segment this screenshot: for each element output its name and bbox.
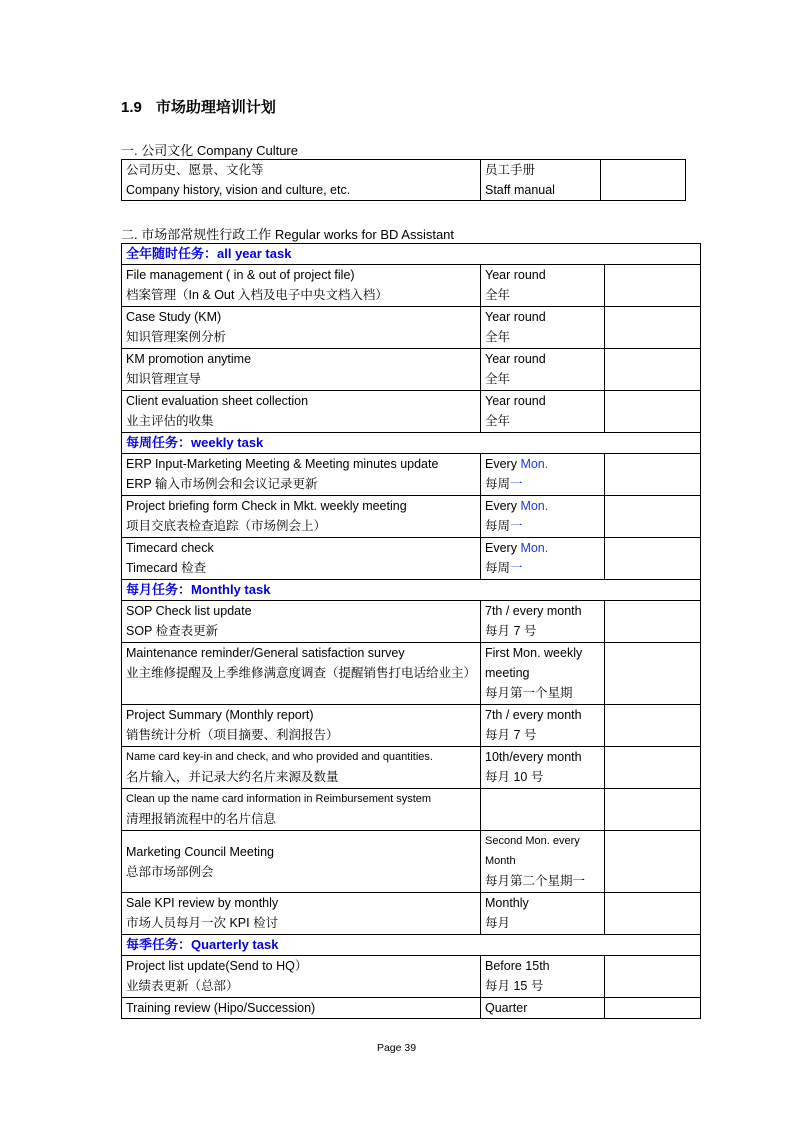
freq-weekly-cn: 每周 xyxy=(485,477,511,491)
freq-en: First Mon. weekly meeting xyxy=(485,646,583,680)
empty-cell xyxy=(605,789,701,831)
freq-mon: Mon. xyxy=(520,457,549,471)
empty-cell xyxy=(605,998,701,1019)
task-en: SOP Check list update xyxy=(126,604,252,618)
task-cn: 清理报销流程中的名片信息 xyxy=(126,812,277,826)
freq-cn: 每月 10 号 xyxy=(485,770,544,784)
freq-en: Before 15th xyxy=(485,959,550,973)
empty-cell xyxy=(605,496,701,538)
table-row xyxy=(122,454,701,496)
group-header-label: 每周任务：weekly task xyxy=(122,433,701,454)
freq-cn xyxy=(485,474,600,494)
freq-en: Year round xyxy=(485,268,546,282)
freq-day-cn: 一 xyxy=(510,519,523,533)
resource-cn: 员工手册 xyxy=(485,163,536,177)
freq-en: 7th / every month xyxy=(485,604,582,618)
task-en: Project Summary (Monthly report) xyxy=(126,708,314,722)
freq-cn: 全年 xyxy=(485,330,511,344)
task-cn: 业绩表更新（总部） xyxy=(126,979,239,993)
table-row xyxy=(122,643,701,705)
task-en: Name card key-in and check, and who provided and quantities. xyxy=(126,751,433,763)
task-cn: 名片输入，并记录大约名片来源及数量 xyxy=(126,770,339,784)
section-2-label: 二. 市场部常规性行政工作 Regular works for BD Assistant xyxy=(121,227,455,242)
freq-en: Year round xyxy=(485,394,546,408)
table-row xyxy=(122,496,701,538)
freq-cn xyxy=(485,516,600,536)
empty-cell xyxy=(605,454,701,496)
table-row xyxy=(122,747,701,789)
freq-en xyxy=(485,538,600,558)
group-header-monthly xyxy=(122,580,701,601)
table-row xyxy=(122,998,701,1019)
task-cn: 市场人员每月一次 KPI 检讨 xyxy=(126,916,279,930)
task-cn: 销售统计分析（项目摘要、利润报告） xyxy=(126,728,339,742)
task-en: Project list update(Send to HQ） xyxy=(126,959,308,973)
freq-weekly-cn: 每周 xyxy=(485,519,511,533)
task-en: Training review (Hipo/Succession) xyxy=(126,1001,316,1015)
freq-en: 7th / every month xyxy=(485,708,582,722)
empty-cell xyxy=(605,307,701,349)
group-header-weekly xyxy=(122,433,701,454)
heading-title: 市场助理培训计划 xyxy=(155,99,276,116)
task-cn: 业主维修提醒及上季维修满意度调查（提醒销售打电话给业主） xyxy=(126,666,477,680)
task-en: Client evaluation sheet collection xyxy=(126,394,309,408)
freq-cn: 每月 15 号 xyxy=(485,979,544,993)
freq-cn: 每月 xyxy=(485,916,511,930)
task-cn: Timecard 检查 xyxy=(126,561,207,575)
task-en: Project briefing form Check in Mkt. weekly meeting xyxy=(126,499,407,513)
freq-en: Second Mon. every Month xyxy=(485,835,580,867)
freq-cn: 每月 7 号 xyxy=(485,728,537,742)
task-en: Maintenance reminder/General satisfaction survey xyxy=(126,646,405,660)
task-cn: 知识管理宣导 xyxy=(126,372,202,386)
section-1-label: 一. 公司文化 Company Culture xyxy=(121,143,298,158)
resource-en: Staff manual xyxy=(485,183,555,197)
task-cell xyxy=(122,160,481,201)
task-en: Marketing Council Meeting xyxy=(126,844,274,859)
task-cn: ERP 输入市场例会和会议记录更新 xyxy=(126,477,318,491)
task-cn: 业主评估的收集 xyxy=(126,414,214,428)
freq-en: Monthly xyxy=(485,896,529,910)
table-row xyxy=(122,789,701,831)
table-row xyxy=(122,705,701,747)
task-en: ERP Input-Marketing Meeting & Meeting minutes update xyxy=(126,457,439,471)
empty-cell xyxy=(605,349,701,391)
freq-en xyxy=(485,496,600,516)
group-header-quarterly xyxy=(122,935,701,956)
task-en: Timecard check xyxy=(126,541,214,555)
freq-cn xyxy=(485,558,600,578)
group-header-yearly xyxy=(122,244,701,265)
freq-day-cn: 一 xyxy=(510,561,523,575)
page-number: Page 39 xyxy=(376,1042,417,1054)
freq-en: Quarter xyxy=(485,1001,528,1015)
freq-mon: Mon. xyxy=(520,499,549,513)
company-culture-table xyxy=(121,159,686,201)
task-cn: SOP 检查表更新 xyxy=(126,624,219,638)
freq-cn: 每月第一个星期 xyxy=(485,686,573,700)
task-en: Company history, vision and culture, etc. xyxy=(126,183,351,197)
resource-cell xyxy=(481,160,601,201)
freq-cn: 全年 xyxy=(485,372,511,386)
task-en: Sale KPI review by monthly xyxy=(126,896,279,910)
table-row xyxy=(122,307,701,349)
task-cn: 项目交底表检查追踪（市场例会上） xyxy=(126,519,327,533)
group-header-label: 每月任务：Monthly task xyxy=(122,580,701,601)
task-en: KM promotion anytime xyxy=(126,352,252,366)
group-header-label: 每季任务：Quarterly task xyxy=(122,935,701,956)
empty-cell xyxy=(605,831,701,893)
table-row xyxy=(122,160,686,201)
task-en: Clean up the name card information in Reimbursement system xyxy=(126,793,432,805)
freq-every: Every xyxy=(485,541,521,555)
empty-cell xyxy=(605,747,701,789)
freq-every: Every xyxy=(485,499,521,513)
empty-cell xyxy=(605,956,701,998)
table-row xyxy=(122,265,701,307)
task-cn: 公司历史、愿景、文化等 xyxy=(126,163,264,177)
task-en: Case Study (KM) xyxy=(126,310,222,324)
task-en: File management ( in & out of project file) xyxy=(126,268,355,282)
section-heading xyxy=(121,96,276,117)
freq-cn: 全年 xyxy=(485,288,511,302)
freq-cn: 每月第二个星期一 xyxy=(485,874,586,888)
freq-day-cn: 一 xyxy=(510,477,523,491)
table-row xyxy=(122,601,701,643)
empty-cell xyxy=(605,265,701,307)
empty-cell xyxy=(605,391,701,433)
table-row xyxy=(122,538,701,580)
group-header-label: 全年随时任务：all year task xyxy=(122,244,701,265)
freq-cn: 每月 7 号 xyxy=(485,624,537,638)
freq-en: Year round xyxy=(485,352,546,366)
task-cn: 总部市场部例会 xyxy=(126,864,214,879)
empty-cell xyxy=(605,643,701,705)
table-row xyxy=(122,391,701,433)
task-cn: 档案管理（In & Out 入档及电子中央文档入档） xyxy=(126,288,388,302)
freq-en: Year round xyxy=(485,310,546,324)
freq-weekly-cn: 每周 xyxy=(485,561,511,575)
table-row xyxy=(122,349,701,391)
task-cn: 知识管理案例分析 xyxy=(126,330,227,344)
freq-every: Every xyxy=(485,457,521,471)
empty-cell xyxy=(605,538,701,580)
empty-cell xyxy=(605,705,701,747)
freq-mon: Mon. xyxy=(520,541,549,555)
heading-number: 1.9 xyxy=(121,99,142,116)
table-row xyxy=(122,831,701,893)
freq-en xyxy=(485,454,600,474)
regular-works-table xyxy=(121,243,701,1019)
table-row xyxy=(122,956,701,998)
freq-cn: 全年 xyxy=(485,414,511,428)
empty-cell xyxy=(605,893,701,935)
table-row xyxy=(122,893,701,935)
empty-cell xyxy=(481,789,605,831)
empty-cell xyxy=(601,160,686,201)
empty-cell xyxy=(605,601,701,643)
freq-en: 10th/every month xyxy=(485,750,582,764)
